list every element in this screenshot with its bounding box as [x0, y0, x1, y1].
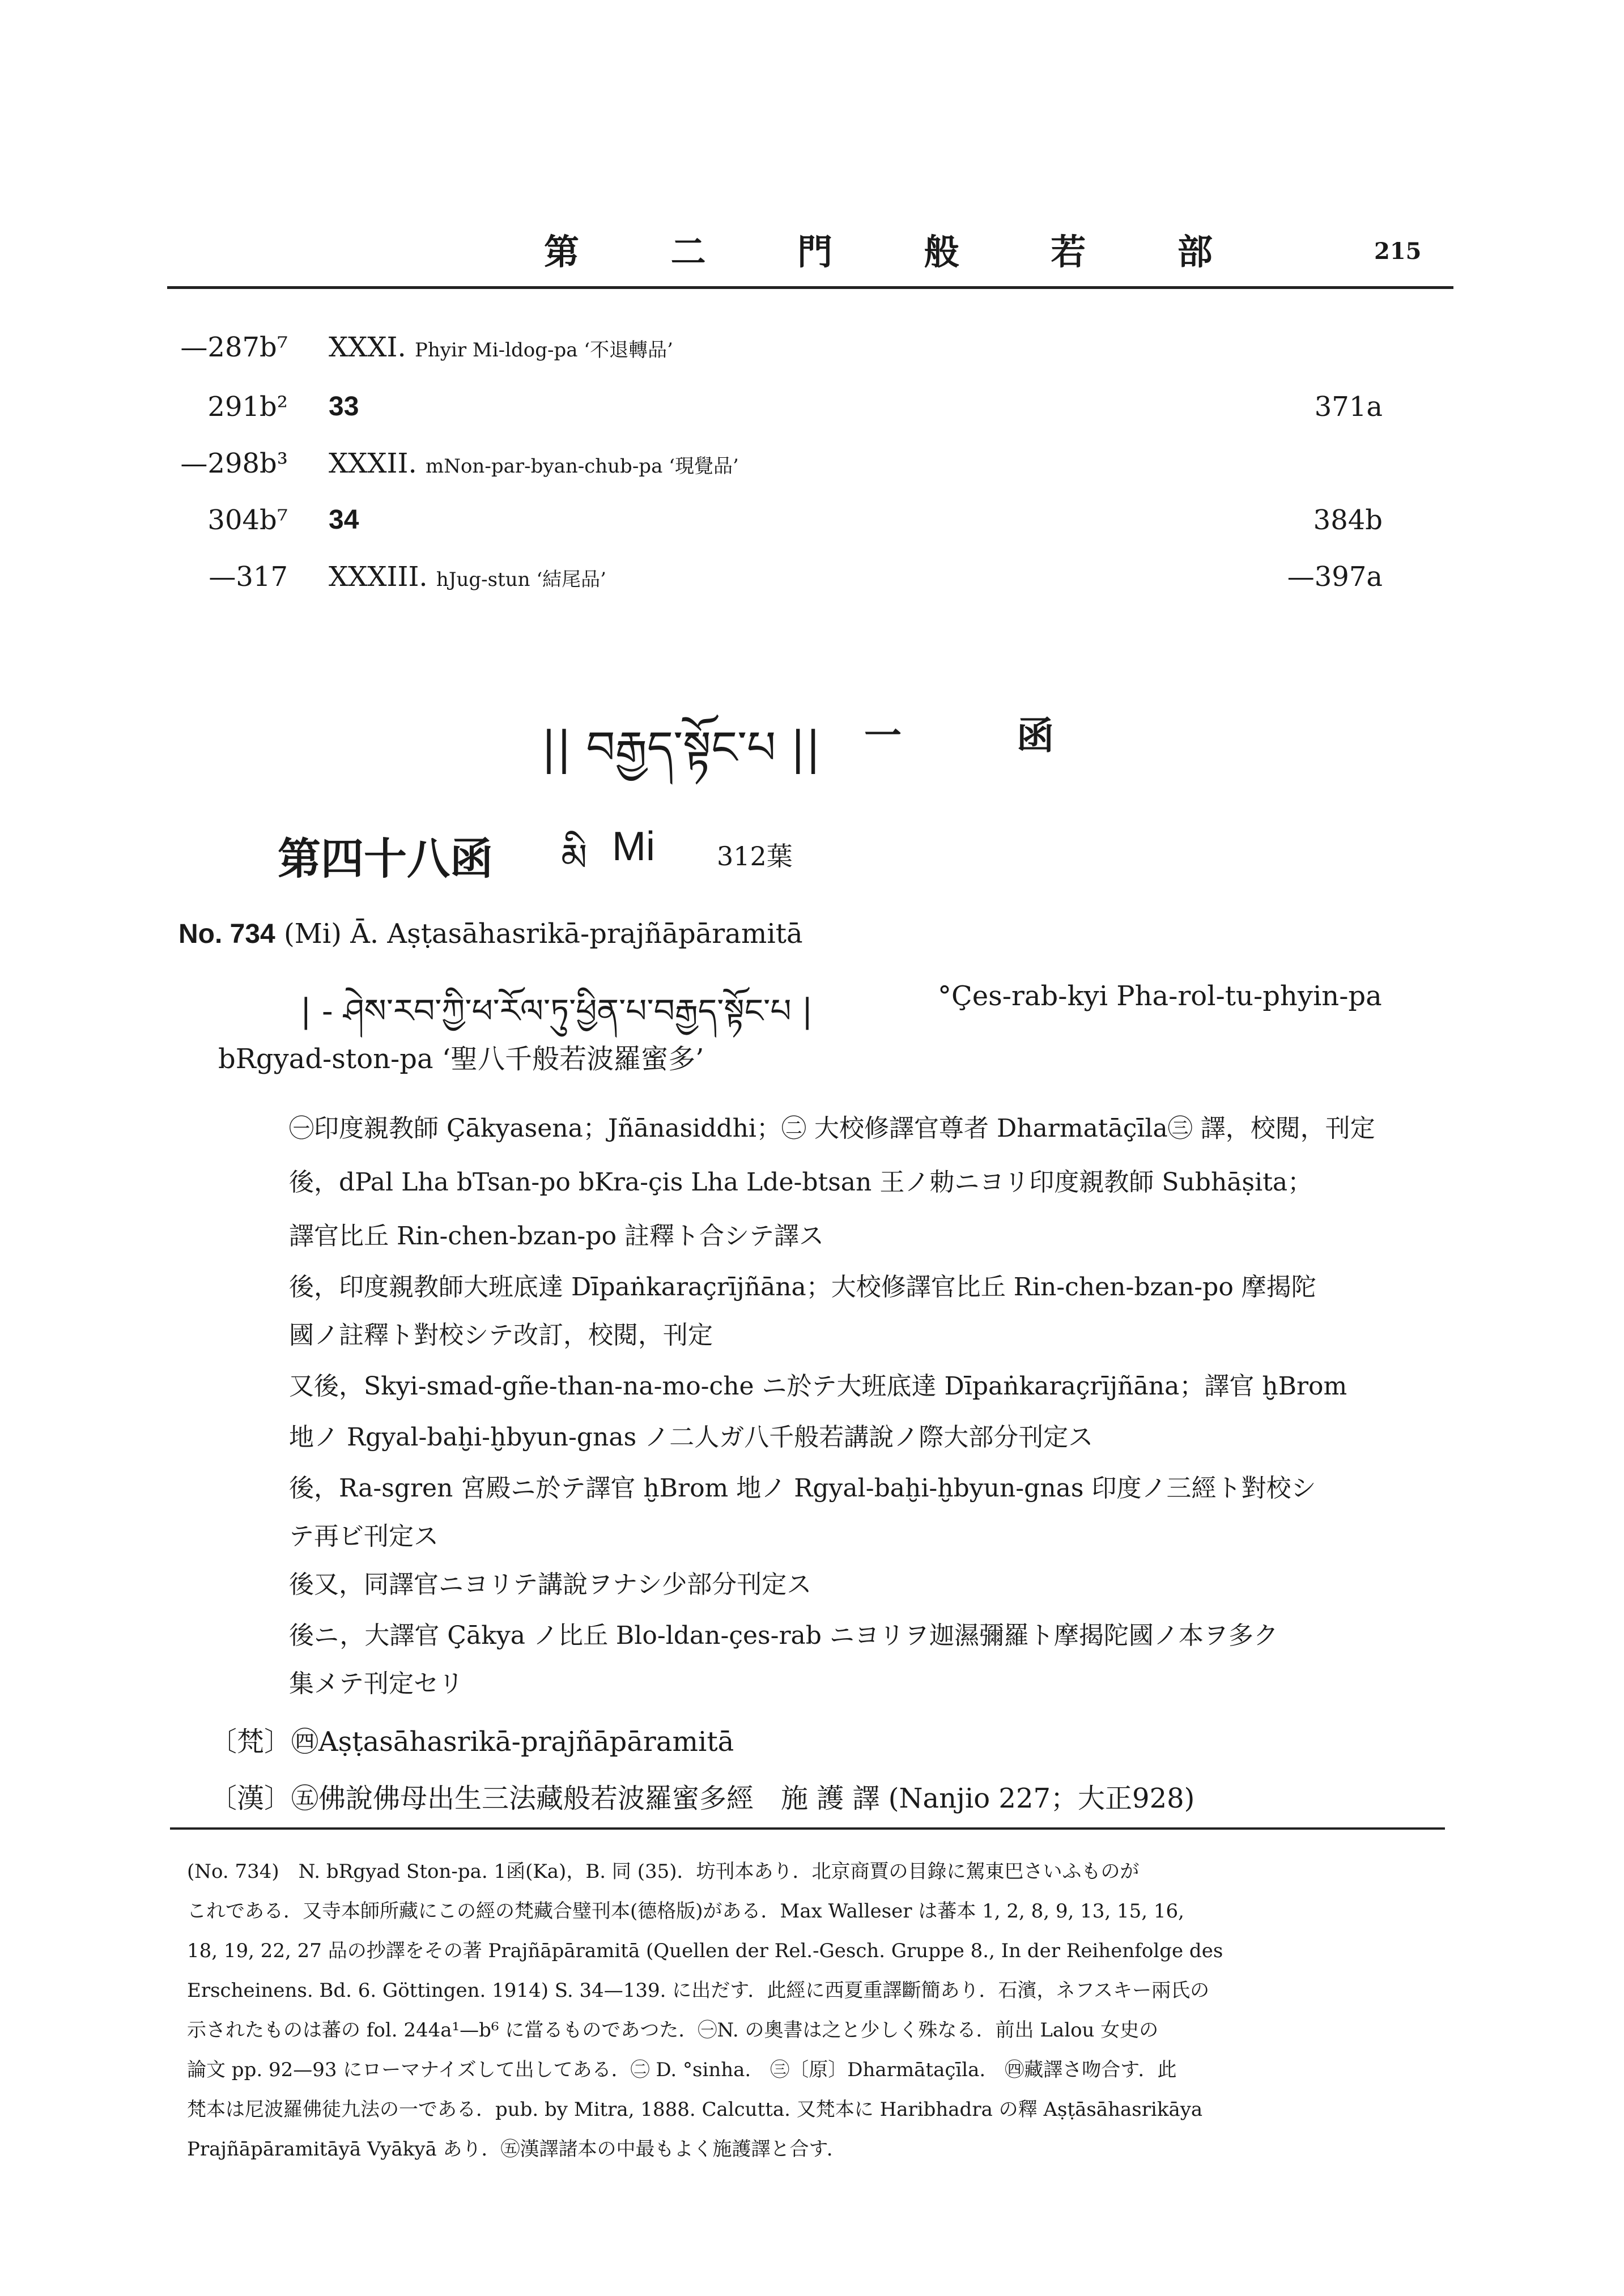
chinese-reference: 〔漢〕㊄佛說佛母出生三法藏般若波羅蜜多經 施 護 譯 (Nanjio 227；大正928) [210, 1783, 1195, 1814]
entry-line: テ再ビ刊定ス [289, 1522, 439, 1551]
page-header-title: 第 二 門 般 若 部 [544, 231, 1252, 273]
entry-line: 後，dPal Lha bTsan-po bKra-çis Lha Lde-btsan 王ノ勅ニヨリ印度親教師 Subhāṣita； [289, 1168, 1313, 1197]
chapter-roman: XXXII. [329, 448, 417, 479]
entry-line: 後ニ，大譯官 Çākya ノ比丘 Blo-ldan-çes-rab ニヨリヲ迦濕彌羅ト摩揭陀國ノ本ヲ多ク [289, 1621, 1278, 1650]
footnote-line: 示されたものは蕃の fol. 244a¹—b⁶ に當るものであつた．㊀N. の奧書は之と少しく殊なる．前出 Lalou 女史の [187, 2019, 1159, 2042]
entry-line: 後又，同譯官ニヨリテ講說ヲナシ少部分刊定ス [289, 1570, 812, 1599]
entry-romanized-title: °Çes-rab-kyi Pha-rol-tu-phyin-pa [938, 980, 1382, 1012]
entry-line: 國ノ註釋ト對校シテ改訂，校閱，刊定 [289, 1321, 713, 1350]
index-row-left: —317 [209, 561, 288, 593]
volume-tibetan: || བརྒྱད་སྟོང་པ || [541, 721, 821, 774]
index-row-right: 371a [1314, 391, 1383, 423]
entry-tibetan-title: | - ཤེས་རབ་ཀྱི་ཕ་རོལ་ཏུ་ཕྱིན་པ་བརྒྱད་སྟོང་པ | [300, 992, 813, 1030]
entry-line: 後，印度親教師大班底達 Dīpaṅkaraçrījñāna；大校修譯官比丘 Rin-chen-bzan-po 摩揭陀 [289, 1273, 1316, 1302]
entry-line: 後，Ra-sgren 宮殿ニ於テ譯官 ḫBrom 地ノ Rgyal-baḫi-ḫbyun-gnas 印度ノ三經ト對校シ [289, 1474, 1316, 1503]
index-row-left: —287b⁷ [180, 331, 288, 363]
entry-romanized-title-cont: bRgyad-ston-pa ‘聖八千般若波羅蜜多’ [218, 1043, 704, 1075]
footnote-line: これである．又寺本師所藏にこの經の梵藏合璧刊本(德格版)がある．Max Walleser は蕃本 1, 2, 8, 9, 13, 15, 16, [187, 1900, 1184, 1923]
index-row-left: —298b³ [180, 448, 288, 479]
chapter-title: mNon-par-byan-chub-pa ‘現覺品’ [425, 455, 739, 478]
entry-line: 譯官比丘 Rin-chen-bzan-po 註釋ト合シテ譯ス [289, 1222, 824, 1251]
header-rule [167, 286, 1453, 289]
box-folio-count: 312葉 [717, 841, 793, 871]
entry-line: 又後，Skyi-smad-gñe-than-na-mo-che ニ於テ大班底達 Dīpaṅkaraçrījñāna；譯官 ḫBrom [289, 1372, 1347, 1401]
chapter-roman: XXXIII. [329, 561, 428, 593]
entry-heading [178, 918, 803, 950]
box-title-cjk: 第四十八函 [278, 834, 493, 884]
index-row-mid: 34 [329, 505, 359, 535]
box-title-latin: Mi [612, 824, 655, 869]
footnote-line: 18, 19, 22, 27 品の抄譯をその著 Prajñāpāramitā (Quellen der Rel.-Gesch. Gruppe 8., In der Reihenfolge des [187, 1940, 1223, 1962]
index-row-left: 291b² [207, 391, 288, 423]
entry-volume: (Mi) [284, 918, 342, 950]
box-title-tibetan: མི [561, 836, 588, 879]
entry-number: No. 734 [178, 919, 275, 949]
index-row-mid [329, 561, 606, 593]
chapter-title: Phyir Mi-ldog-pa ‘不退轉品’ [415, 339, 673, 362]
footnote-line: 論文 pp. 92—93 にローマナイズして出してある．㊁ D. °sinha. ㊂〔原〕Dharmātaçīla. ㊃藏譯さ吻合す．此 [187, 2059, 1177, 2081]
footnote-line: (No. 734) N. bRgyad Ston-pa. 1函(Ka)，B. 同 (35)．坊刊本あり．北京商賈の目錄に駕東巴さいふものが [187, 1860, 1140, 1883]
index-row-left: 304b⁷ [207, 504, 288, 536]
chapter-roman: XXXI. [329, 331, 406, 363]
index-row-right: —397a [1287, 561, 1383, 593]
footnote-rule [170, 1827, 1445, 1830]
footnote-line: 梵本は尼波羅佛徒九法の一である．pub. by Mitra, 1888. Calcutta. 又梵本に Haribhadra の釋 Aṣṭāsāhasrikāya [187, 2098, 1203, 2121]
entry-line: 地ノ Rgyal-baḫi-ḫbyun-gnas ノ二人ガ八千般若講說ノ際大部分刊定ス [289, 1423, 1094, 1452]
index-row-mid [329, 331, 673, 363]
volume-cjk: 一 函 [864, 713, 1105, 758]
entry-title: Ā. Aṣṭasāhasrikā-prajñāpāramitā [350, 918, 803, 950]
index-row-mid: 33 [329, 392, 359, 422]
index-row-right: 384b [1313, 504, 1383, 536]
page-number: 215 [1374, 238, 1422, 265]
footnote-line: Erscheinens. Bd. 6. Göttingen. 1914) S. 34—139. に出だす．此經に西夏重譯斷簡あり．石濱，ネフスキー兩氏の [187, 1979, 1210, 2002]
sanskrit-reference: 〔梵〕㊃Aṣṭasāhasrikā-prajñāpāramitā [210, 1726, 734, 1758]
chapter-title: hJug-stun ‘結尾品’ [436, 568, 606, 591]
entry-line: ㊀印度親教師 Çākyasena；Jñānasiddhi；㊁ 大校修譯官尊者 Dharmatāçīla㊂ 譯，校閱，刊定 [289, 1114, 1375, 1143]
index-row-mid [329, 448, 739, 479]
footnote-line: Prajñāpāramitāyā Vyākyā あり．㊄漢譯諸本の中最もよく施護譯と合す． [187, 2138, 846, 2161]
entry-line: 集メテ刊定セリ [289, 1669, 464, 1698]
